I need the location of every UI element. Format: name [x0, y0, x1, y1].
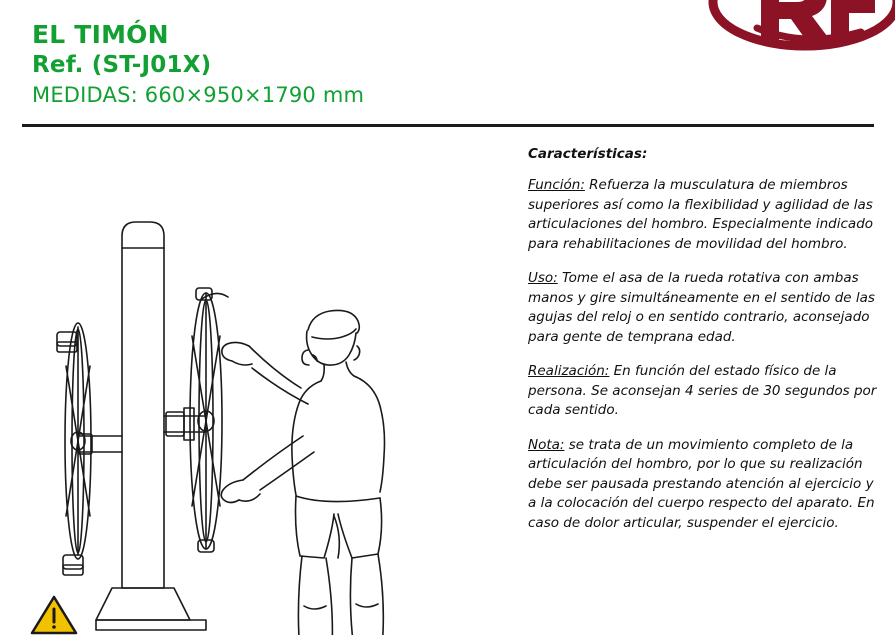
section-funcion-label: Función: — [528, 177, 585, 193]
title-block — [32, 20, 364, 110]
section-uso-text: Tome el asa de la rueda rotativa con ambas manos y gire simultáneamente en el sentido de las agujas del reloj o en sentido contrario, aconsejado para gente de temprana edad. — [528, 270, 875, 345]
characteristics-heading: Características: — [528, 146, 648, 162]
section-realizacion — [528, 362, 880, 421]
section-nota — [528, 436, 880, 534]
section-uso-label: Uso: — [528, 270, 558, 286]
section-realizacion-label: Realización: — [528, 363, 610, 379]
product-reference: Ref. (ST-J01X) — [32, 52, 212, 78]
section-funcion — [528, 176, 880, 254]
page-header — [0, 0, 895, 122]
header-divider — [22, 124, 874, 127]
characteristics-panel — [528, 146, 880, 548]
section-funcion-text: Refuerza la musculatura de miembros superiores así como la flexibilidad y agilidad de las articulaciones del hombro. Especialmente indicado para rehabilitaciones de movilidad del hombro. — [528, 177, 874, 252]
product-dimensions: MEDIDAS: 660×950×1790 mm — [32, 83, 365, 107]
page-title: EL TIMÓN — [32, 20, 169, 49]
rf-logo — [665, 0, 895, 71]
el-timon-wheel-exercise-drawing — [16, 136, 496, 635]
section-realizacion-text: En función del estado físico de la persona. Se aconsejan 4 series de 30 segundos por cada sentido. — [528, 363, 877, 418]
section-nota-text: se trata de un movimiento completo de la articulación del hombro, por lo que su realización debe ser pausada prestando atención al ejercicio y a la colocación del cuerpo respecto del aparato. En caso de dolor articular, suspender el ejercicio. — [528, 436, 875, 531]
section-uso — [528, 269, 880, 347]
section-nota-label: Nota: — [528, 436, 565, 453]
warning-triangle-icon — [30, 595, 78, 635]
